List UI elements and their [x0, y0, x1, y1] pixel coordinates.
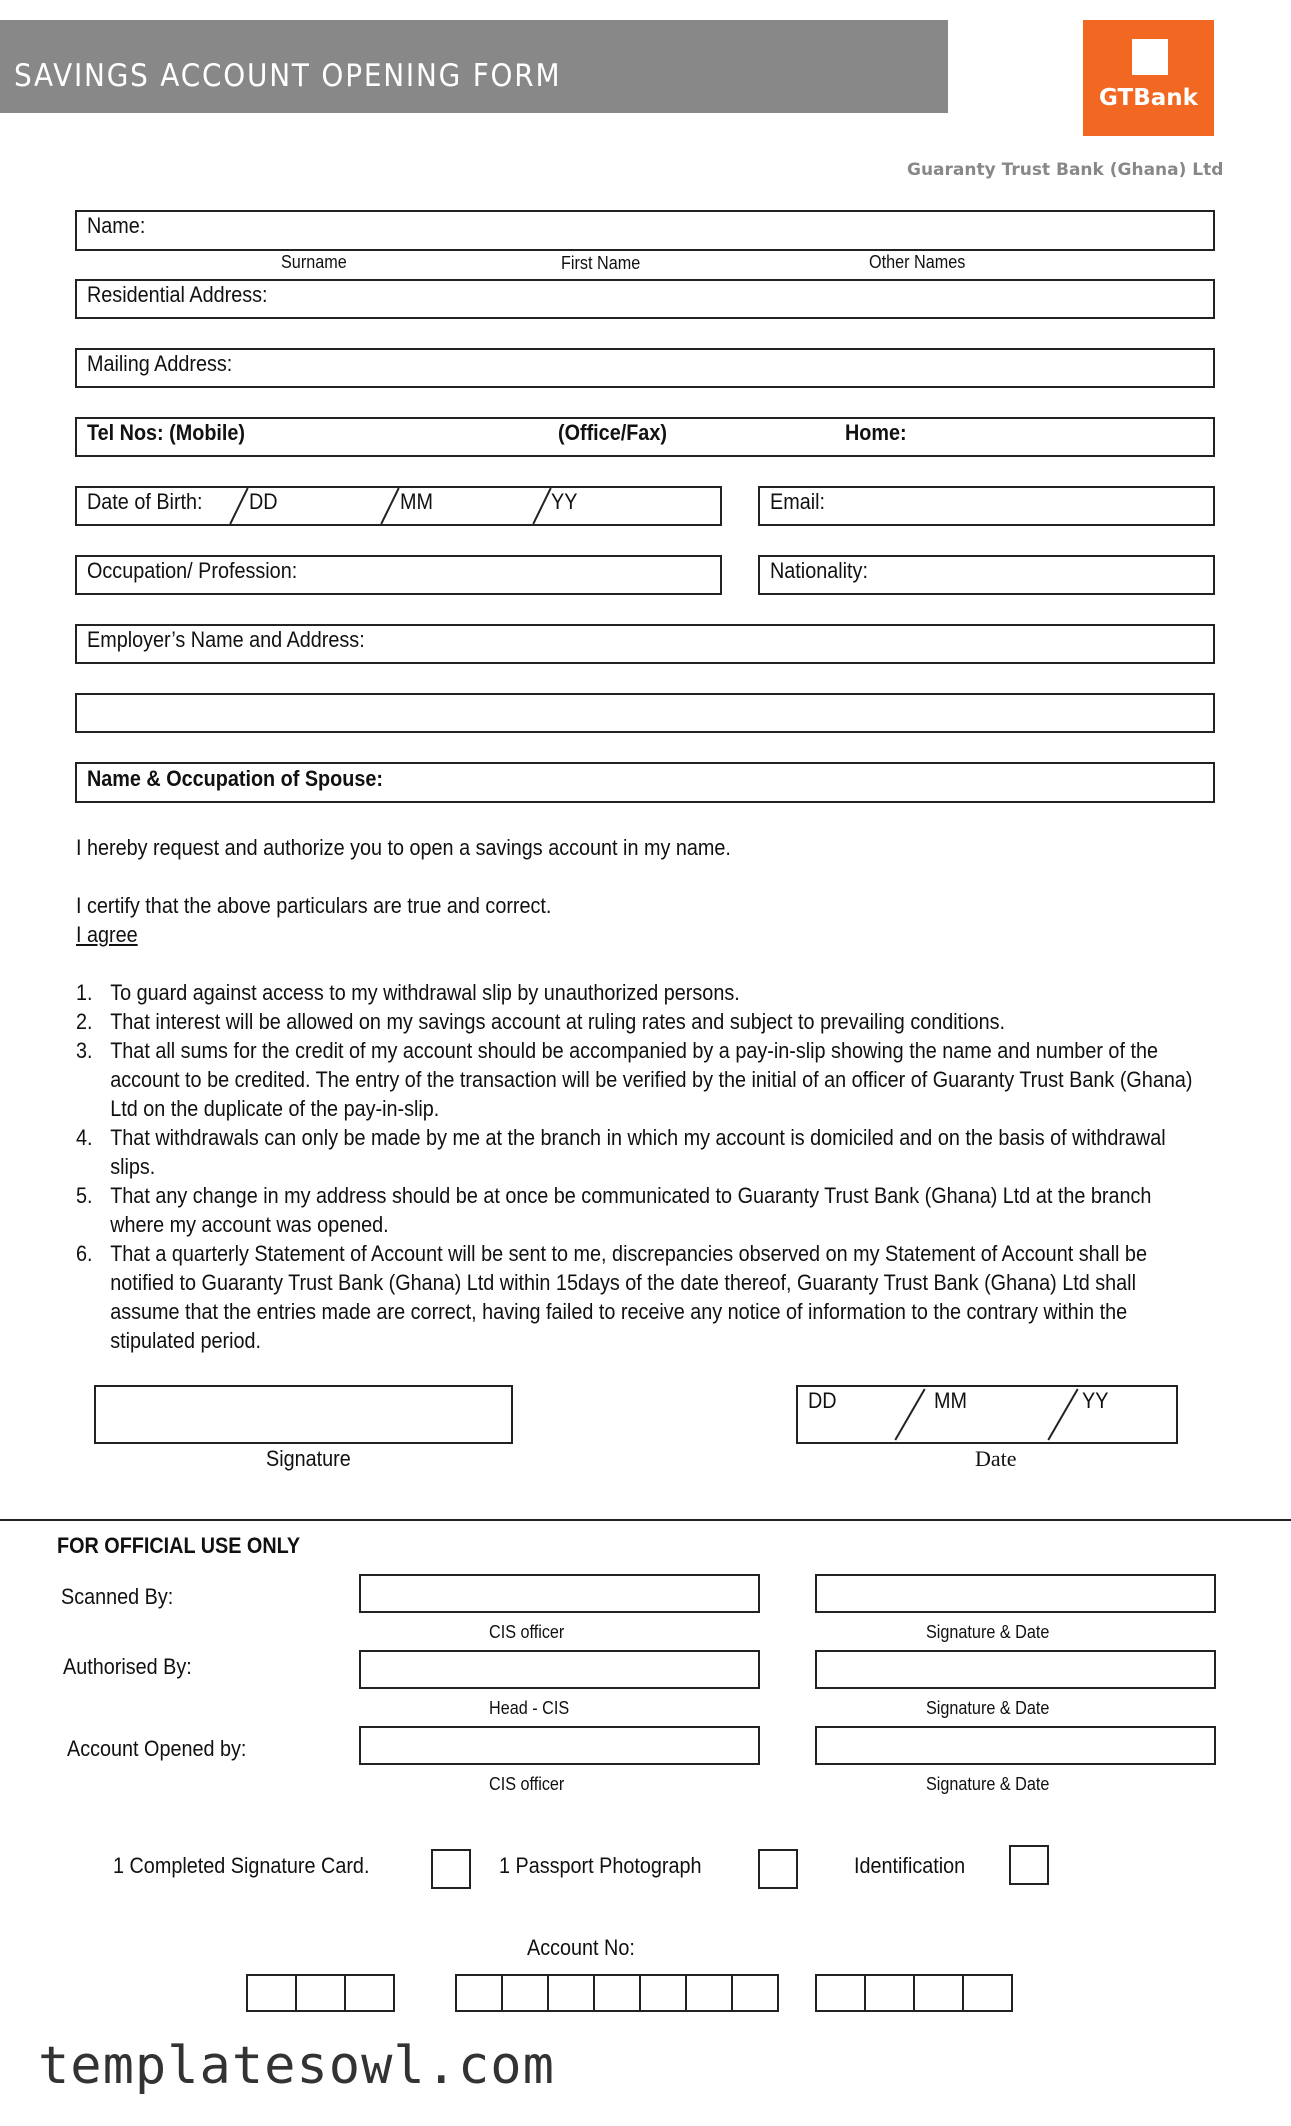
account-digit-box[interactable] [246, 1974, 297, 2012]
account-digit-box[interactable] [639, 1974, 687, 2012]
date-label: Date [975, 1446, 1017, 1471]
spouse-label: Name & Occupation of Spouse: [87, 766, 383, 791]
date-mm: MM [934, 1388, 967, 1413]
dob-mm: MM [400, 489, 433, 514]
other-names-caption: Other Names [869, 252, 966, 272]
residential-address-label: Residential Address: [87, 282, 268, 307]
agree-text: I agree [76, 922, 138, 947]
account-opened-by-label: Account Opened by: [67, 1736, 247, 1761]
authorised-by-signature-field[interactable] [815, 1650, 1216, 1689]
email-label: Email: [770, 489, 826, 514]
term-number: 3. [76, 1038, 93, 1063]
term-text: That a quarterly Statement of Account will be sent to me, discrepancies observed on my Statement of Account shall be notified to Guaranty Trust Bank (Ghana) Ltd within 15days of the date thereof, Guaranty Trust Bank (Ghana) Ltd shall assume that the entries made are correct, having failed to receive any notice of information to the contrary within the stipulated period. [110, 1241, 1147, 1353]
dob-dd: DD [249, 489, 278, 514]
term-number: 2. [76, 1009, 93, 1034]
form-title: SAVINGS ACCOUNT OPENING FORM [14, 58, 562, 94]
account-no-label: Account No: [527, 1935, 635, 1960]
account-digit-box[interactable] [864, 1974, 915, 2012]
date-dd: DD [808, 1388, 837, 1413]
mailing-address-field[interactable] [75, 348, 1215, 388]
account-digit-box[interactable] [685, 1974, 733, 2012]
term-text: That withdrawals can only be made by me at the branch in which my account is domiciled and on the basis of withdrawal slips. [110, 1125, 1166, 1179]
first-name-caption: First Name [561, 253, 641, 273]
section-divider [0, 1519, 1291, 1521]
signature-card-label: 1 Completed Signature Card. [113, 1853, 370, 1878]
logo-text: GTBank [1099, 85, 1198, 111]
account-digit-box[interactable] [731, 1974, 779, 2012]
term-item [76, 1123, 1210, 1181]
official-heading: FOR OFFICIAL USE ONLY [57, 1533, 301, 1558]
occupation-label: Occupation/ Profession: [87, 558, 298, 583]
account-digit-box[interactable] [593, 1974, 641, 2012]
signature-date-caption-2: Signature & Date [926, 1698, 1050, 1718]
scanned-by-cis-field[interactable] [359, 1574, 760, 1613]
dob-label: Date of Birth: [87, 489, 203, 514]
account-digit-box[interactable] [501, 1974, 549, 2012]
scanned-by-label: Scanned By: [61, 1584, 174, 1609]
term-item [76, 1181, 1210, 1239]
cis-officer-caption-2: CIS officer [489, 1774, 565, 1794]
term-text: That all sums for the credit of my account should be accompanied by a pay-in-slip showing the name and number of the account to be credited. The entry of the transaction will be verified by the initial of an officer of Guaranty Trust Bank (Ghana) Ltd on the duplicate of the pay-in-slip. [110, 1038, 1193, 1121]
account-digit-box[interactable] [547, 1974, 595, 2012]
signature-date-caption-3: Signature & Date [926, 1774, 1050, 1794]
opened-by-cis-field[interactable] [359, 1726, 760, 1765]
term-item [76, 1239, 1210, 1355]
employer-label: Employer’s Name and Address: [87, 627, 365, 652]
term-text: That interest will be allowed on my savings account at ruling rates and subject to prevailing conditions. [110, 1009, 1005, 1034]
term-text: To guard against access to my withdrawal slip by unauthorized persons. [110, 980, 740, 1005]
date-box[interactable] [796, 1385, 1178, 1444]
tel-home-label: Home: [845, 420, 907, 445]
signature-card-checkbox[interactable] [431, 1849, 471, 1889]
surname-caption: Surname [281, 252, 347, 272]
opened-by-signature-field[interactable] [815, 1726, 1216, 1765]
logo-square-icon [1132, 39, 1168, 75]
account-digit-box[interactable] [455, 1974, 503, 2012]
mailing-address-label: Mailing Address: [87, 351, 233, 376]
terms-list [76, 978, 1210, 1355]
identification-label: Identification [854, 1853, 966, 1878]
passport-label: 1 Passport Photograph [499, 1853, 702, 1878]
signature-box[interactable] [94, 1385, 513, 1444]
term-number: 1. [76, 980, 93, 1005]
passport-checkbox[interactable] [758, 1849, 798, 1889]
name-label: Name: [87, 213, 146, 238]
account-digit-box[interactable] [295, 1974, 346, 2012]
date-yy: YY [1082, 1388, 1109, 1413]
signature-label: Signature [266, 1446, 351, 1471]
scanned-by-signature-field[interactable] [815, 1574, 1216, 1613]
email-field[interactable] [758, 486, 1215, 526]
term-number: 6. [76, 1241, 93, 1266]
term-item [76, 1007, 1210, 1036]
term-number: 5. [76, 1183, 93, 1208]
watermark: templatesowl.com [38, 2036, 555, 2096]
term-item [76, 1036, 1210, 1123]
term-item [76, 978, 1210, 1007]
head-cis-caption: Head - CIS [489, 1698, 570, 1718]
identification-checkbox[interactable] [1009, 1845, 1049, 1885]
tel-office-label: (Office/Fax) [558, 420, 667, 445]
name-field[interactable] [75, 210, 1215, 251]
gtbank-logo [1083, 20, 1214, 136]
term-text: That any change in my address should be at once be communicated to Guaranty Trust Bank (Ghana) Ltd at the branch where my account was opened. [110, 1183, 1152, 1237]
account-digit-box[interactable] [913, 1974, 964, 2012]
authorised-by-label: Authorised By: [63, 1654, 192, 1679]
cis-officer-caption: CIS officer [489, 1622, 565, 1642]
account-digit-box[interactable] [962, 1974, 1013, 2012]
account-digit-box[interactable] [815, 1974, 866, 2012]
authorised-by-head-field[interactable] [359, 1650, 760, 1689]
signature-date-caption-1: Signature & Date [926, 1622, 1050, 1642]
employer-field-line-2[interactable] [75, 693, 1215, 733]
term-number: 4. [76, 1125, 93, 1150]
certify-text: I certify that the above particulars are true and correct. [76, 893, 552, 918]
nationality-label: Nationality: [770, 558, 868, 583]
tel-mobile-label: Tel Nos: (Mobile) [87, 420, 246, 445]
dob-yy: YY [551, 489, 578, 514]
account-digit-box[interactable] [344, 1974, 395, 2012]
bank-name: Guaranty Trust Bank (Ghana) Ltd [907, 160, 1224, 180]
request-text: I hereby request and authorize you to open a savings account in my name. [76, 835, 731, 860]
